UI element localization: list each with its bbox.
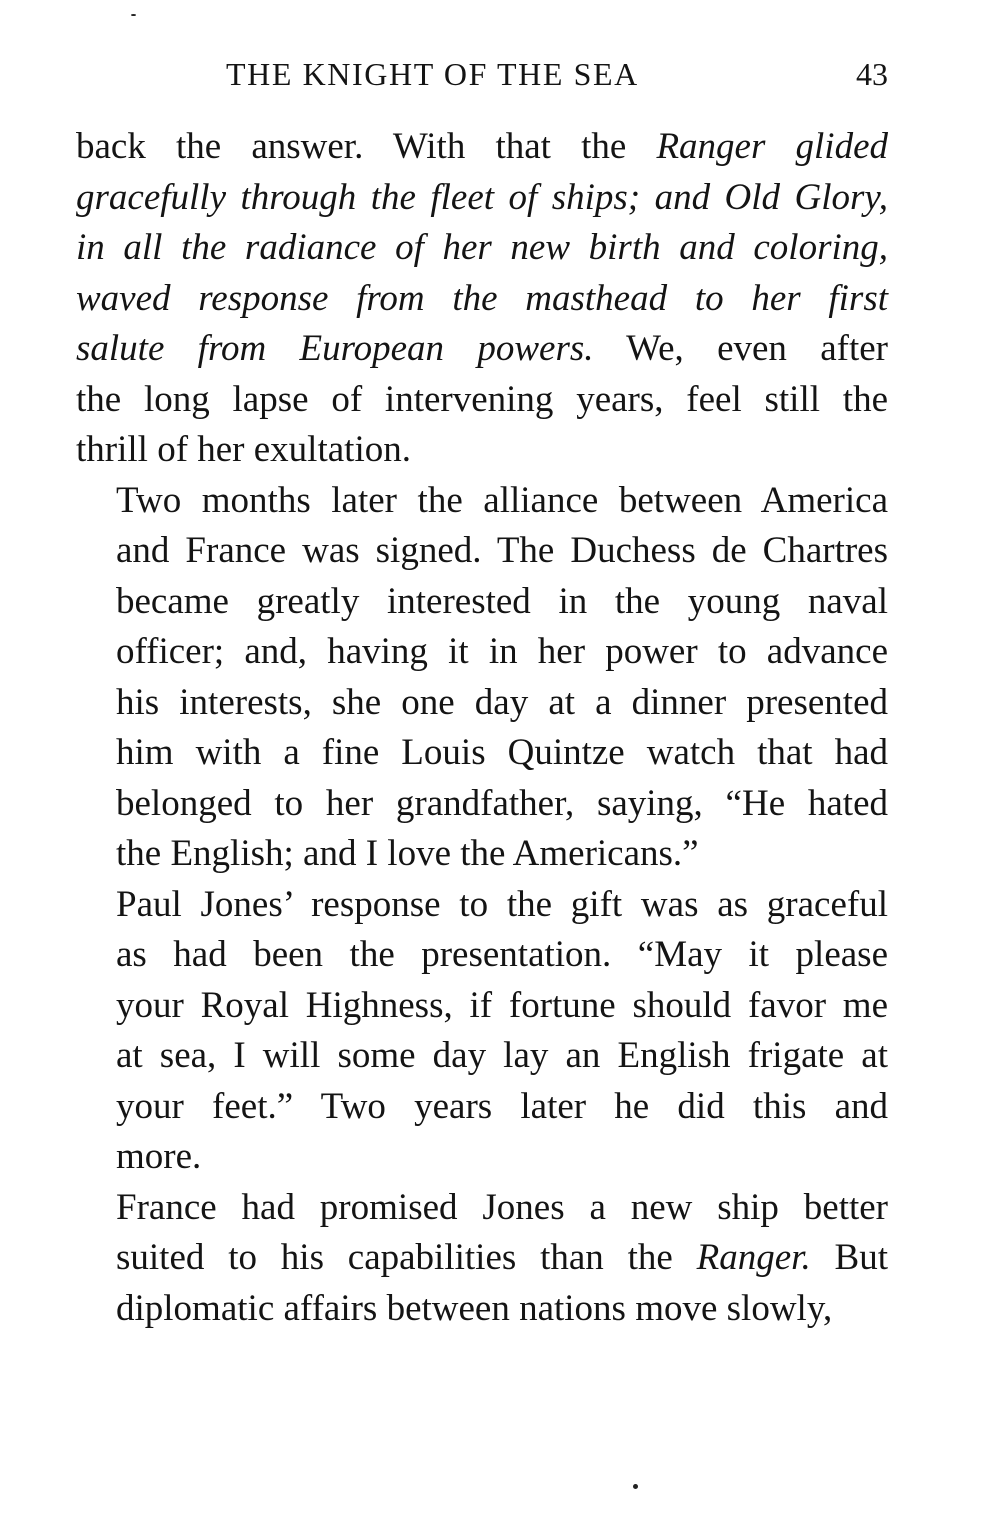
text-line bbox=[76, 274, 888, 325]
text-line bbox=[76, 779, 888, 830]
text-run: We, even after bbox=[593, 328, 888, 369]
text-line bbox=[76, 880, 888, 931]
text-line bbox=[76, 728, 888, 779]
text-run: Two months later the alliance between America bbox=[116, 479, 888, 521]
text-line bbox=[76, 1183, 888, 1234]
text-line bbox=[76, 829, 888, 880]
running-head bbox=[76, 52, 888, 102]
italic-run: waved response from the masthead to her first bbox=[76, 277, 888, 319]
text-run: suited to his capabilities than the bbox=[116, 1237, 697, 1278]
text-run: diplomatic affairs between nations move slowly, bbox=[116, 1287, 833, 1329]
text-run: France had promised Jones a new ship better bbox=[116, 1186, 888, 1228]
text-line bbox=[76, 425, 888, 476]
body-text bbox=[76, 122, 888, 1334]
text-run: thrill of her exultation. bbox=[76, 429, 411, 470]
paragraph bbox=[76, 476, 888, 880]
text-run: the English; and I love the Americans.” bbox=[116, 833, 699, 874]
text-line bbox=[76, 1132, 888, 1183]
text-line bbox=[76, 678, 888, 729]
text-line bbox=[76, 375, 888, 426]
text-line bbox=[76, 223, 888, 274]
italic-run: gracefully through the fleet of ships; and Old Glory, bbox=[76, 176, 888, 218]
paragraph bbox=[76, 880, 888, 1183]
paragraph bbox=[76, 122, 888, 476]
text-run: became greatly interested in the young naval bbox=[116, 580, 888, 622]
running-title: THE KNIGHT OF THE SEA bbox=[226, 56, 639, 92]
italic-run: in all the radiance of her new birth and coloring, bbox=[76, 227, 888, 268]
text-line bbox=[76, 526, 888, 577]
text-line bbox=[76, 981, 888, 1032]
text-line bbox=[76, 476, 888, 527]
italic-run: Ranger glided bbox=[656, 126, 889, 167]
paragraph bbox=[76, 1183, 888, 1335]
text-run: Paul Jones’ response to the gift was as graceful bbox=[116, 883, 888, 925]
text-run: as had been the presentation. “May it please bbox=[116, 934, 888, 975]
text-run: him with a fine Louis Quintze watch that had bbox=[116, 732, 888, 773]
text-run: and France was signed. The Duchess de Chartres bbox=[116, 530, 888, 571]
text-line bbox=[76, 930, 888, 981]
text-line bbox=[76, 1284, 888, 1335]
page-number: 43 bbox=[856, 56, 888, 92]
italic-run: Ranger. bbox=[696, 1237, 811, 1278]
italic-run: salute from European powers. bbox=[76, 328, 594, 369]
text-line bbox=[76, 627, 888, 678]
text-run: his interests, she one day at a dinner presented bbox=[116, 681, 888, 723]
text-run: officer; and, having it in her power to advance bbox=[116, 631, 888, 672]
text-run: your Royal Highness, if fortune should favor me bbox=[116, 984, 888, 1026]
text-line bbox=[76, 122, 888, 173]
text-run: the long lapse of intervening years, feel still the bbox=[76, 378, 888, 420]
text-line bbox=[76, 1082, 888, 1133]
scan-speck bbox=[633, 1484, 638, 1489]
text-run: your feet.” Two years later he did this and bbox=[116, 1085, 888, 1127]
text-run: more. bbox=[116, 1136, 202, 1177]
scan-speck bbox=[131, 14, 136, 16]
text-line bbox=[76, 1031, 888, 1082]
text-line bbox=[76, 324, 888, 375]
text-run: But bbox=[810, 1237, 888, 1278]
text-line bbox=[76, 577, 888, 628]
text-line bbox=[76, 1233, 888, 1284]
text-run: belonged to her grandfather, saying, “He hated bbox=[116, 782, 888, 824]
text-run: at sea, I will some day lay an English frigate at bbox=[116, 1035, 888, 1076]
text-run: back the answer. With that the bbox=[76, 126, 657, 167]
text-line bbox=[76, 173, 888, 224]
